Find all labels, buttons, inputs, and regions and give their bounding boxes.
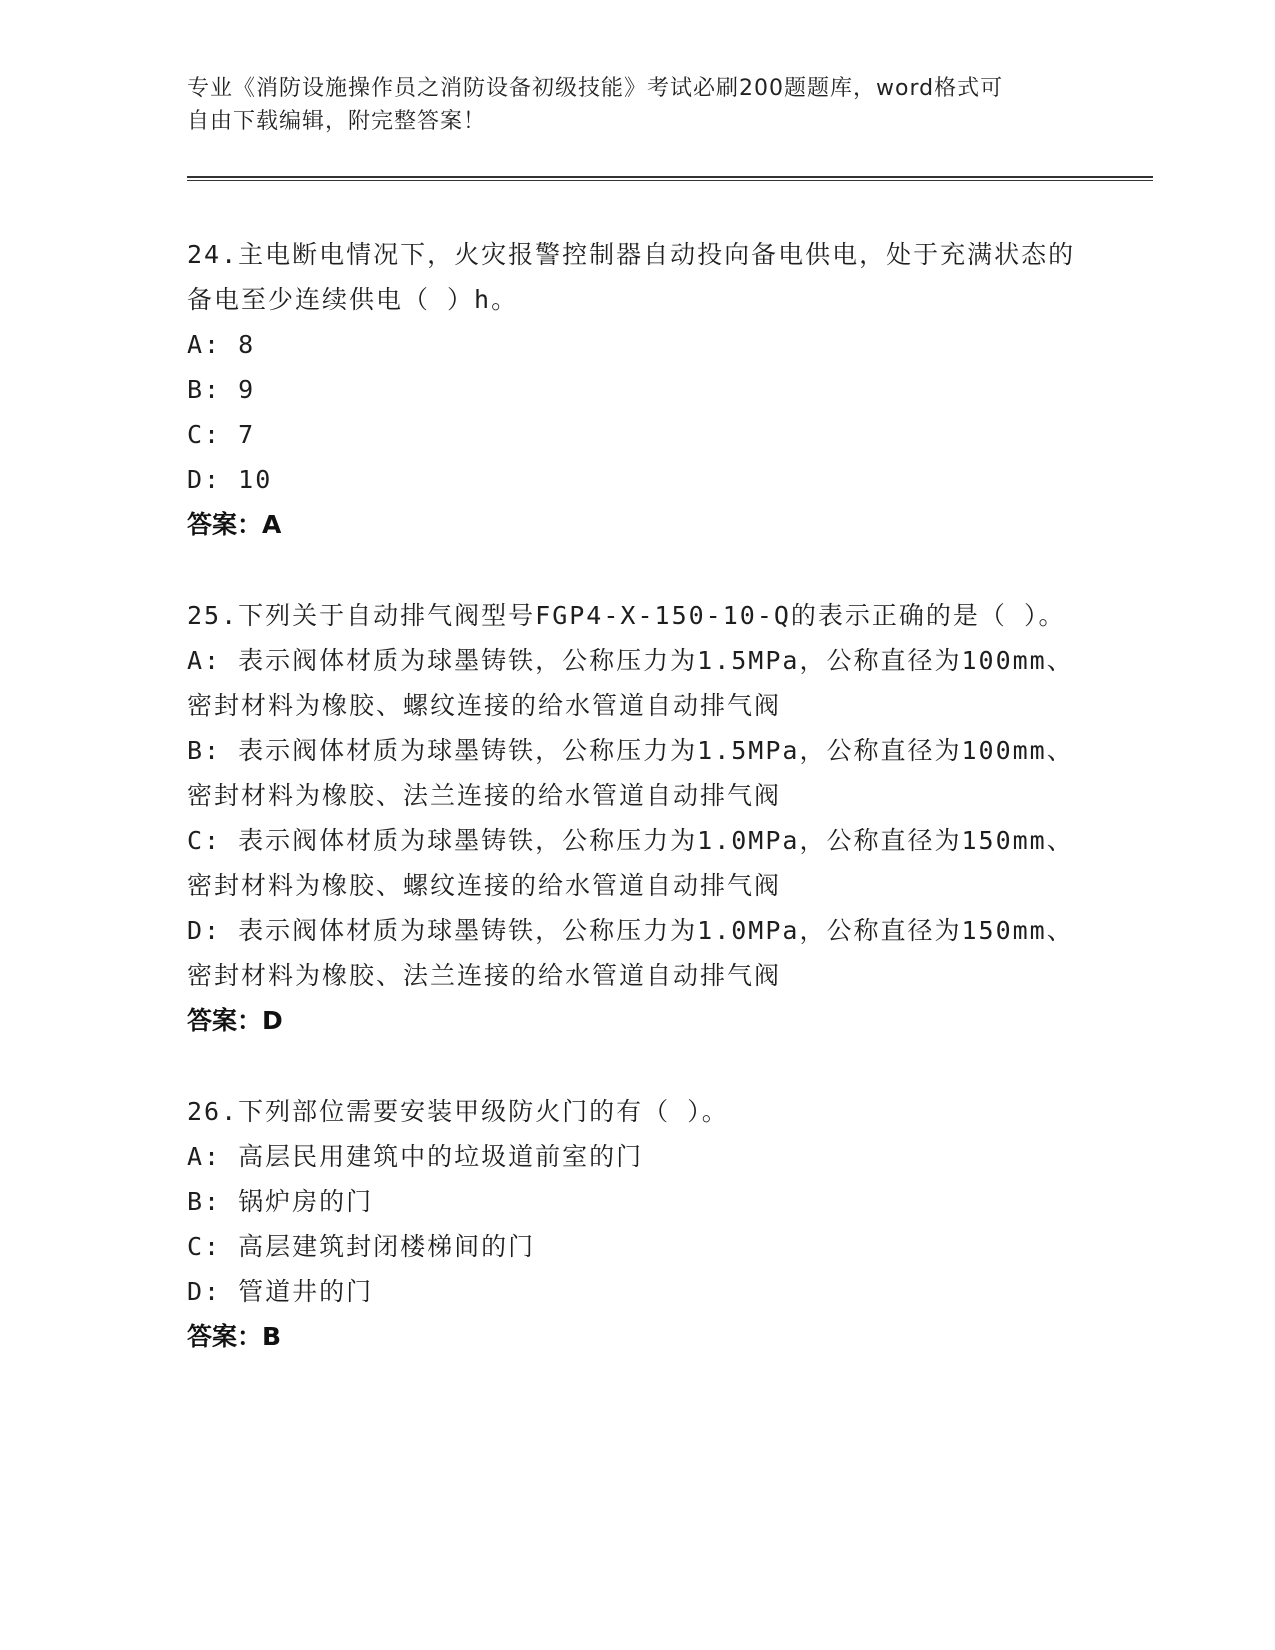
option-b: B: 锅炉房的门 — [187, 1187, 374, 1216]
question-26 — [187, 1089, 1087, 1359]
answer-label: 答案：A — [187, 510, 282, 539]
question-list — [187, 232, 1087, 1405]
question-stem: 26.下列部位需要安装甲级防火门的有（ ）。 — [187, 1097, 729, 1126]
header-divider — [187, 176, 1153, 181]
option-d: D: 表示阀体材质为球墨铸铁，公称压力为1.0MPa，公称直径为150mm、密封材料为橡胶、法兰连接的给水管道自动排气阀 — [187, 916, 1074, 990]
header-line-1: 专业《消防设施操作员之消防设备初级技能》考试必刷200题题库，word格式可 — [187, 76, 1004, 101]
option-b: B: 9 — [187, 375, 256, 404]
question-25 — [187, 593, 1087, 1043]
option-c: C: 表示阀体材质为球墨铸铁，公称压力为1.0MPa，公称直径为150mm、密封材料为橡胶、螺纹连接的给水管道自动排气阀 — [187, 826, 1074, 900]
question-stem: 24.主电断电情况下，火灾报警控制器自动投向备电供电，处于充满状态的备电至少连续供电（ ）h。 — [187, 240, 1076, 314]
header-line-2: 自由下载编辑，附完整答案！ — [187, 109, 487, 134]
option-c: C: 7 — [187, 420, 256, 449]
document-header — [187, 72, 1067, 138]
option-b: B: 表示阀体材质为球墨铸铁，公称压力为1.5MPa，公称直径为100mm、密封材料为橡胶、法兰连接的给水管道自动排气阀 — [187, 736, 1074, 810]
option-a: A: 高层民用建筑中的垃圾道前室的门 — [187, 1142, 644, 1171]
option-c: C: 高层建筑封闭楼梯间的门 — [187, 1232, 536, 1261]
option-a: A: 8 — [187, 330, 256, 359]
option-d: D: 管道井的门 — [187, 1277, 374, 1306]
question-24 — [187, 232, 1087, 547]
option-d: D: 10 — [187, 465, 273, 494]
option-a: A: 表示阀体材质为球墨铸铁，公称压力为1.5MPa，公称直径为100mm、密封材料为橡胶、螺纹连接的给水管道自动排气阀 — [187, 646, 1074, 720]
answer-label: 答案：B — [187, 1322, 282, 1351]
question-stem: 25.下列关于自动排气阀型号FGP4-X-150-10-Q的表示正确的是（ ）。 — [187, 601, 1066, 630]
answer-label: 答案：D — [187, 1006, 283, 1035]
